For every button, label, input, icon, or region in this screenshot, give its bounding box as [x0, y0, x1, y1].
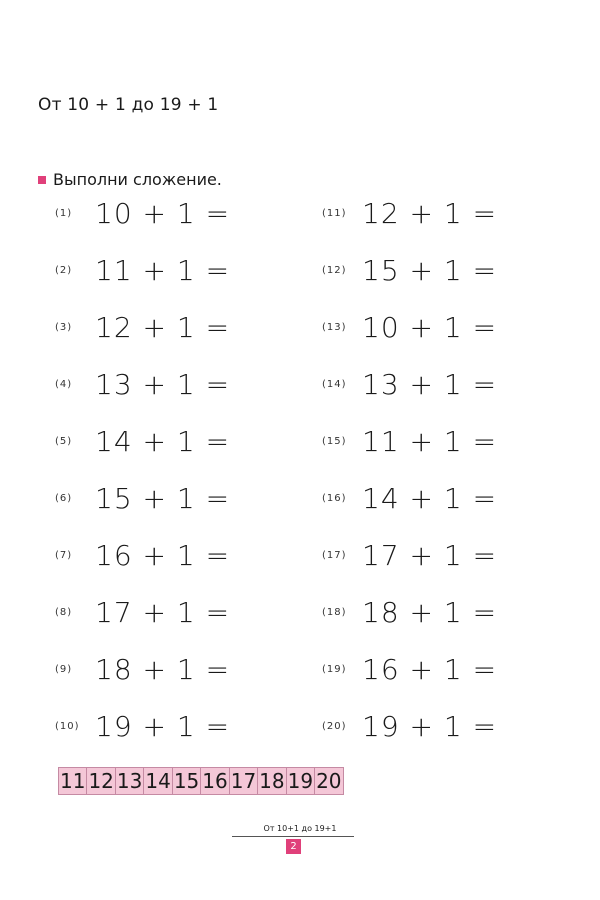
problem-expression: 16 + 1 =: [95, 538, 231, 572]
problem-number: (8): [55, 606, 73, 618]
problem-row: [322, 535, 497, 575]
problem-row: [322, 364, 497, 404]
problem-expression: 11 + 1 =: [95, 253, 231, 287]
problem-expression: 12 + 1 =: [95, 310, 231, 344]
number-line-cell: 11: [60, 769, 86, 793]
problem-number: (12): [322, 264, 347, 276]
problem-expression: 10 + 1 =: [362, 310, 498, 344]
problem-row: [55, 193, 230, 233]
problem-row: [322, 706, 497, 746]
problem-number: (19): [322, 663, 347, 675]
problem-number: (11): [322, 207, 347, 219]
problem-number: (4): [55, 378, 73, 390]
problem-row: [55, 364, 230, 404]
problem-row: [55, 478, 230, 518]
problem-number: (20): [322, 720, 347, 732]
problem-number: (6): [55, 492, 73, 504]
problem-row: [322, 307, 497, 347]
number-line-cell: 20: [316, 769, 342, 793]
problem-expression: 17 + 1 =: [95, 595, 231, 629]
problem-row: [55, 706, 230, 746]
problem-expression: 13 + 1 =: [362, 367, 498, 401]
problem-number: (1): [55, 207, 73, 219]
problem-number: (18): [322, 606, 347, 618]
number-line-cell: 14: [145, 769, 171, 793]
problem-number: (2): [55, 264, 73, 276]
number-line: [58, 767, 344, 795]
problem-expression: 15 + 1 =: [362, 253, 498, 287]
number-line-cell: 12: [88, 769, 114, 793]
problem-row: [55, 649, 230, 689]
problem-number: (13): [322, 321, 347, 333]
problem-number: (16): [322, 492, 347, 504]
problem-expression: 14 + 1 =: [362, 481, 498, 515]
problem-expression: 17 + 1 =: [362, 538, 498, 572]
problem-number: (3): [55, 321, 73, 333]
problem-expression: 16 + 1 =: [362, 652, 498, 686]
instruction-text: Выполни сложение.: [53, 170, 222, 189]
number-line-cell: 19: [287, 769, 314, 793]
problem-number: (17): [322, 549, 347, 561]
problem-number: (15): [322, 435, 347, 447]
problem-row: [322, 250, 497, 290]
problem-number: (14): [322, 378, 347, 390]
instruction: [38, 170, 222, 189]
square-bullet-icon: [38, 176, 46, 184]
problem-expression: 14 + 1 =: [95, 424, 231, 458]
footer-divider: [232, 836, 354, 837]
problem-expression: 18 + 1 =: [362, 595, 498, 629]
problem-row: [55, 307, 230, 347]
problem-number: (7): [55, 549, 73, 561]
problem-expression: 19 + 1 =: [95, 709, 231, 743]
problem-expression: 11 + 1 =: [362, 424, 498, 458]
page-title: От 10 + 1 до 19 + 1: [38, 95, 219, 115]
problem-row: [322, 193, 497, 233]
number-line-cell: 15: [173, 769, 200, 793]
problem-row: [322, 592, 497, 632]
problem-expression: 15 + 1 =: [95, 481, 231, 515]
number-line-cell: 13: [116, 769, 143, 793]
problem-expression: 12 + 1 =: [362, 196, 498, 230]
problem-expression: 10 + 1 =: [95, 196, 231, 230]
problem-row: [55, 421, 230, 461]
problem-row: [55, 535, 230, 575]
problem-number: (5): [55, 435, 73, 447]
problem-number: (10): [55, 720, 80, 732]
problem-row: [322, 649, 497, 689]
number-line-cell: 17: [230, 769, 257, 793]
problem-row: [55, 592, 230, 632]
number-line-cell: 18: [259, 769, 285, 793]
problem-expression: 19 + 1 =: [362, 709, 498, 743]
problem-row: [55, 250, 230, 290]
number-line-cell: 16: [202, 769, 228, 793]
footer-title: От 10+1 до 19+1: [263, 824, 337, 833]
problem-expression: 13 + 1 =: [95, 367, 231, 401]
page-number: 2: [286, 839, 301, 854]
problem-number: (9): [55, 663, 73, 675]
problem-row: [322, 421, 497, 461]
problem-expression: 18 + 1 =: [95, 652, 231, 686]
problem-row: [322, 478, 497, 518]
